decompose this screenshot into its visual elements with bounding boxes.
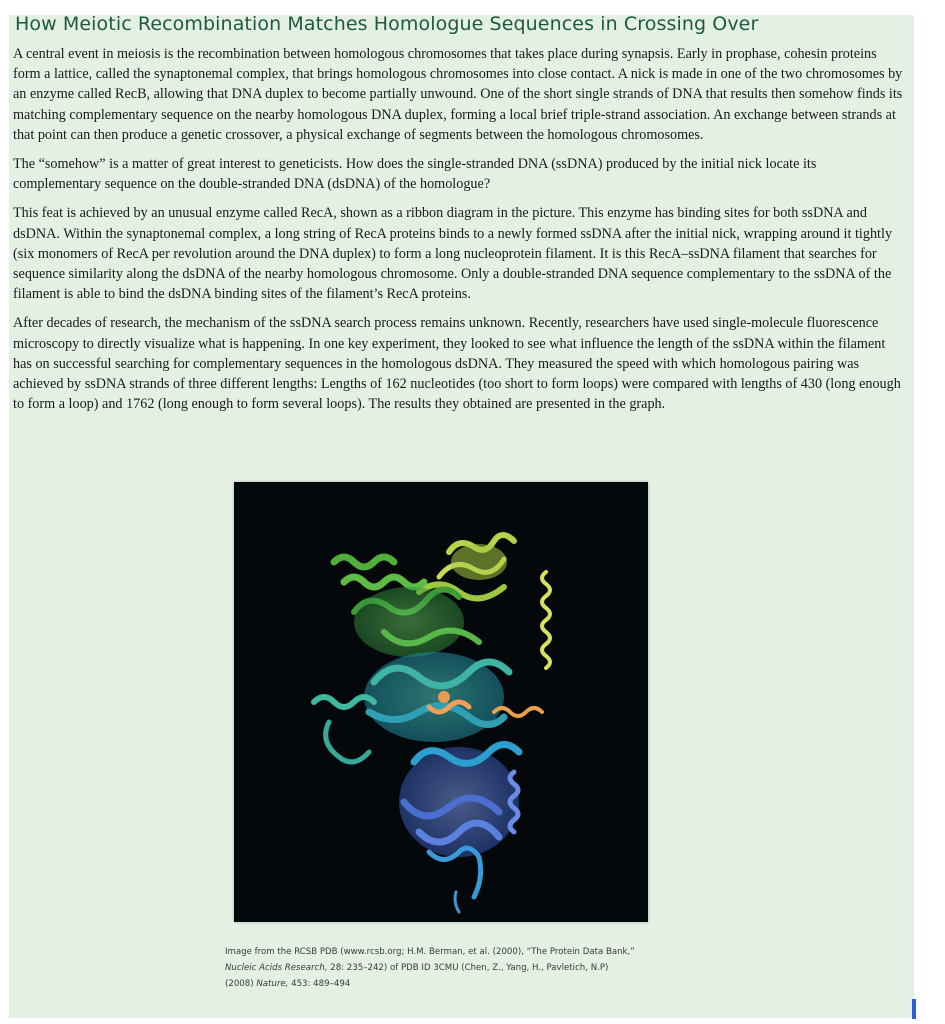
paragraph-reca: This feat is achieved by an unusual enzyme called RecA, shown as a ribbon diagram in the picture. This enzyme has binding sites for both ssDNA and dsDNA. Within the synaptonemal complex, a long string of RecA proteins binds to a newly formed ssDNA after the initial nick, wrapping around it tightly (six monomers of RecA per revolution around the DNA duplex) to form a long nucleoprotein filament. It is this RecA–ssDNA filament that searches for sequence similarity along the dsDNA of the nearby homologous chromosome. Only a double-stranded DNA sequence complementary to the ssDNA of the filament is able to bind the dsDNA binding sites of the filament’s RecA proteins. xyxy=(13,205,893,303)
caption-journal: Nucleic Acids Research, xyxy=(225,963,328,973)
paragraph-experiment: After decades of research, the mechanism of the ssDNA search process remains unknown. Recently, researchers have used single-molecule fluorescence microscopy to directly visualize what is happening. In one key experiment, they looked to see what influence the length of the ssDNA within the filament has on successful searching for complementary sequences in the homologous dsDNA. They measured the speed with which homologous pairing was achieved by ssDNA strands of three different lengths: Lengths of 162 nucleotides (too short to form loops) were compared with lengths of 430 (long enough to form a loop) and 1762 (long enough to form several loops). The results they obtained are presented in the graph. xyxy=(13,315,901,413)
paragraph-question: The “somehow” is a matter of great interest to geneticists. How does the single-stranded DNA (ssDNA) produced by the initial nick locate its complementary sequence on the double-stranded DNA (dsDNA) of the homologue? xyxy=(13,156,817,193)
page-title: How Meiotic Recombination Matches Homologue Sequences in Crossing Over xyxy=(15,13,759,35)
ribbon-diagram-image xyxy=(234,482,648,922)
paragraph-intro: A central event in meiosis is the recombination between homologous chromosomes that takes place during synapsis. Early in prophase, cohesin proteins form a lattice, called the synaptonemal complex, that brings homologous chromosomes into close contact. A nick is made in one of the two chromosomes by an enzyme called RecB, allowing that DNA duplex to become partially unwound. One of the short single strands of DNA that results then somehow finds its matching complementary sequence on the nearby homologous DNA duplex, forming a local brief triple-strand association. An exchange between strands at that point can then produce a genetic crossover, a physical exchange of segments between the homologous chromosomes. xyxy=(13,46,903,143)
caption-year: (2008) xyxy=(225,979,257,989)
caption-line-1: Image from the RCSB PDB (www.rcsb.org; H.M. Berman, et al. (2000), “The Protein Data Bank,” xyxy=(225,947,635,957)
yellow-green-domain xyxy=(419,535,514,598)
figure-caption xyxy=(225,944,695,992)
caption-line-3-rest: 453: 489–494 xyxy=(288,979,351,989)
teal-domain xyxy=(314,652,509,762)
caption-line-2-rest: 28: 235–242) of PDB ID 3CMU (Chen, Z., Yang, H., Pavletich, N.P) xyxy=(327,963,609,973)
blue-domain xyxy=(399,745,519,913)
helix-right xyxy=(542,572,550,668)
reca-ribbon-figure xyxy=(234,482,648,922)
article-body xyxy=(13,44,903,423)
caption-line-3 xyxy=(225,976,695,992)
caption-nature: Nature, xyxy=(256,979,289,989)
caption-line-2 xyxy=(225,960,695,976)
scroll-position-marker[interactable] xyxy=(912,999,916,1019)
